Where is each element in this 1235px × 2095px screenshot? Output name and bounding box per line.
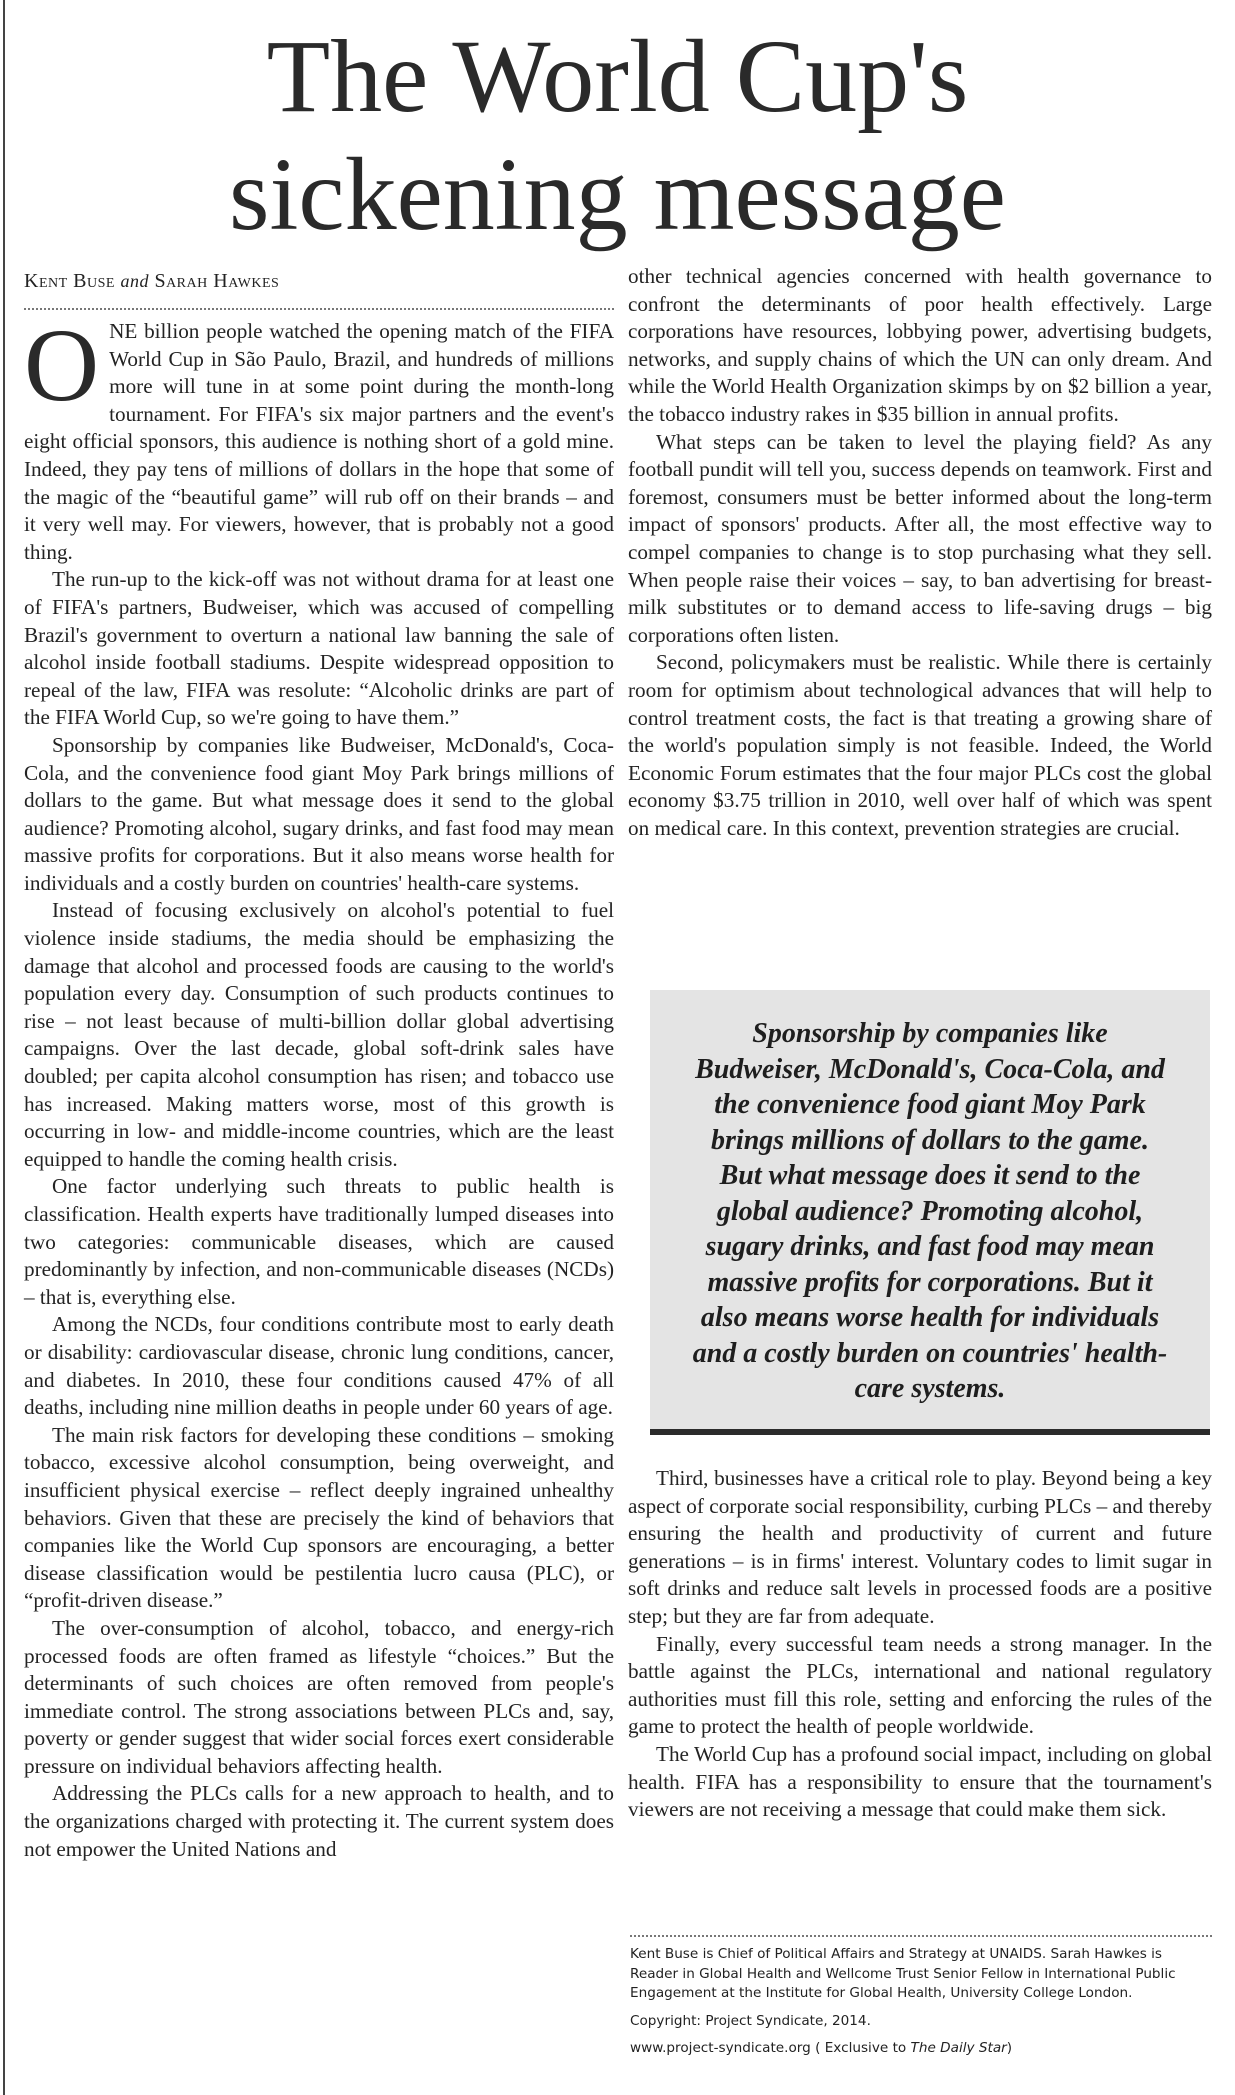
byline: [24, 270, 624, 293]
author-1: Kent Buse: [24, 270, 115, 292]
paragraph-3: Sponsorship by companies like Budweiser, McDonald's, Coca-Cola, and the convenience food giant Moy Park brings millions of dollars to the game. But what message does it send to the global audience? Promoting alcohol, sugary drinks, and fast food may mean massive profits for corporations. But it also means worse health for individuals and a costly burden on countries' health-care systems.: [24, 732, 614, 895]
author-2: Sarah Hawkes: [154, 270, 280, 292]
source-suffix: ): [1006, 2040, 1013, 2056]
drop-cap: O: [24, 308, 100, 423]
right-column-bottom: [628, 1465, 1212, 1824]
paragraph-5: One factor underlying such threats to public health is classification. Health experts have traditionally lumped diseases into two categories: communicable diseases, which are caused predominantly by infection, and non-communicable diseases (NCDs) – that is, everything else.: [24, 1174, 614, 1309]
byline-divider: [24, 308, 614, 310]
footnote-divider: [630, 1935, 1212, 1937]
source-prefix: www.project-syndicate.org ( Exclusive to: [630, 2040, 911, 2056]
paragraph-6: Among the NCDs, four conditions contribute most to early death or disability: cardiovascular disease, chronic lung conditions, cancer, and diabetes. In 2010, these four conditions caused 47% of all deaths, including nine million deaths in people under 60 years of age.: [24, 1312, 614, 1420]
paragraph-14: Finally, every successful team needs a strong manager. In the battle against the PLCs, international and national regulatory authorities must fill this role, setting and enforcing the rules of the game to protect the health of people worldwide.: [628, 1631, 1212, 1739]
paragraph-1: [24, 308, 614, 566]
pull-quote: Sponsorship by companies like Budweiser, McDonald's, Coca-Cola, and the convenience food giant Moy Park brings millions of dollars to the game. But what message does it send to the global audience? Promoting alcohol, sugary drinks, and fast food may mean massive profits for corporations. But it also means worse health for individuals and a costly burden on countries' health-care systems.: [650, 990, 1210, 1435]
byline-and: and: [120, 271, 149, 291]
paragraph-1-text: NE billion people watched the opening match of the FIFA World Cup in São Paulo, Brazil, and hundreds of millions more will tune in at some point during the month-long tournament. For FIFA's six major partners and the event's eight official sponsors, this audience is nothing short of a gold mine. Indeed, they pay tens of millions of dollars in the hope that some of the magic of the “beautiful game” will rub off on their brands – and it very well may. For viewers, however, that is probably not a good thing.: [24, 319, 614, 564]
paragraph-11: What steps can be taken to level the playing field? As any football pundit will tell you, success depends on teamwork. First and foremost, consumers must be better informed about the long-term impact of sponsors' products. After all, the most effective way to compel companies to change is to stop purchasing what they sell. When people raise their voices – say, to ban advertising for breast-milk substitutes or to demand access to life-saving drugs – big corporations often listen.: [628, 429, 1212, 647]
right-column-top: [628, 263, 1212, 842]
left-column: [24, 308, 614, 1863]
paragraph-10: other technical agencies concerned with health governance to confront the determinants of poor health effectively. Large corporations have resources, lobbying power, advertising budgets, networks, and supply chains of which the UN can only dream. And while the World Health Organization skimps by on $2 billion a year, the tobacco industry rakes in $35 billion in annual profits.: [628, 264, 1212, 426]
paragraph-15: The World Cup has a profound social impact, including on global health. FIFA has a responsibility to ensure that the tournament's viewers are not receiving a message that could make them sick.: [628, 1741, 1212, 1822]
paragraph-7: The main risk factors for developing these conditions – smoking tobacco, excessive alcohol consumption, being overweight, and insufficient physical exercise – reflect deeply ingrained unhealthy behaviors. Given that these are precisely the kind of behaviors that companies like the World Cup sponsors are encouraging, a better disease classification would be pestilentia lucro causa (PLC), or “profit-driven disease.”: [24, 1422, 614, 1613]
headline-line-1: The World Cup's: [266, 19, 969, 134]
headline: [0, 18, 1235, 254]
copyright-line: Copyright: Project Syndicate, 2014.: [630, 2012, 871, 2029]
paragraph-12: Second, policymakers must be realistic. While there is certainly room for optimism about technological advances that will help to control treatment costs, the fact is that treating a growing share of the world's population simply is not feasible. Indeed, the World Economic Forum estimates that the four major PLCs cost the global economy $3.75 trillion in 2010, well over half of which was spent on medical care. In this context, prevention strategies are crucial.: [628, 650, 1212, 840]
paragraph-4: Instead of focusing exclusively on alcohol's potential to fuel violence inside stadiums, the media should be emphasizing the damage that alcohol and processed foods are causing to the world's population every day. Consumption of such products continues to rise – not least because of multi-billion dollar global advertising campaigns. Over the last decade, global soft-drink sales have doubled; per capita alcohol consumption has risen; and tobacco use has increased. Making matters worse, most of this growth is occurring in low- and middle-income countries, which are the least equipped to handle the coming health crisis.: [24, 898, 614, 1171]
author-footnote: [630, 1945, 1212, 2067]
paragraph-13: Third, businesses have a critical role to play. Beyond being a key aspect of corporate social responsibility, curbing PLCs – and thereby ensuring the health and productivity of current and future generations – is in firms' interest. Voluntary codes to limit sugar in soft drinks and reduce salt levels in processed foods are a positive step; but they are far from adequate.: [628, 1466, 1212, 1628]
headline-line-2: sickening message: [229, 137, 1006, 252]
source-line: [630, 2039, 1212, 2059]
paragraph-8: The over-consumption of alcohol, tobacco, and energy-rich processed foods are often framed as lifestyle “choices.” But the determinants of such choices are often removed from people's immediate control. The strong associations between PLCs and, say, poverty or gender suggest that wider social forces exert considerable pressure on individual behaviors affecting health.: [24, 1615, 614, 1778]
author-bio: Kent Buse is Chief of Political Affairs and Strategy at UNAIDS. Sarah Hawkes is Reader in Global Health and Wellcome Trust Senior Fellow in International Public Engagement at the Institute for Global Health, University College London.: [630, 1946, 1176, 2001]
paragraph-9: Addressing the PLCs calls for a new approach to health, and to the organizations charged with protecting it. The current system does not empower the United Nations and: [24, 1781, 614, 1861]
paragraph-2: The run-up to the kick-off was not without drama for at least one of FIFA's partners, Budweiser, which was accused of compelling Brazil's government to overturn a national law banning the sale of alcohol inside football stadiums. Despite widespread opposition to repeal of the law, FIFA was resolute: “Alcoholic drinks are part of the FIFA World Cup, so we're going to have them.”: [24, 567, 614, 730]
source-paper: The Daily Star: [910, 2040, 1007, 2056]
page-edge-rule: [3, 0, 5, 2095]
